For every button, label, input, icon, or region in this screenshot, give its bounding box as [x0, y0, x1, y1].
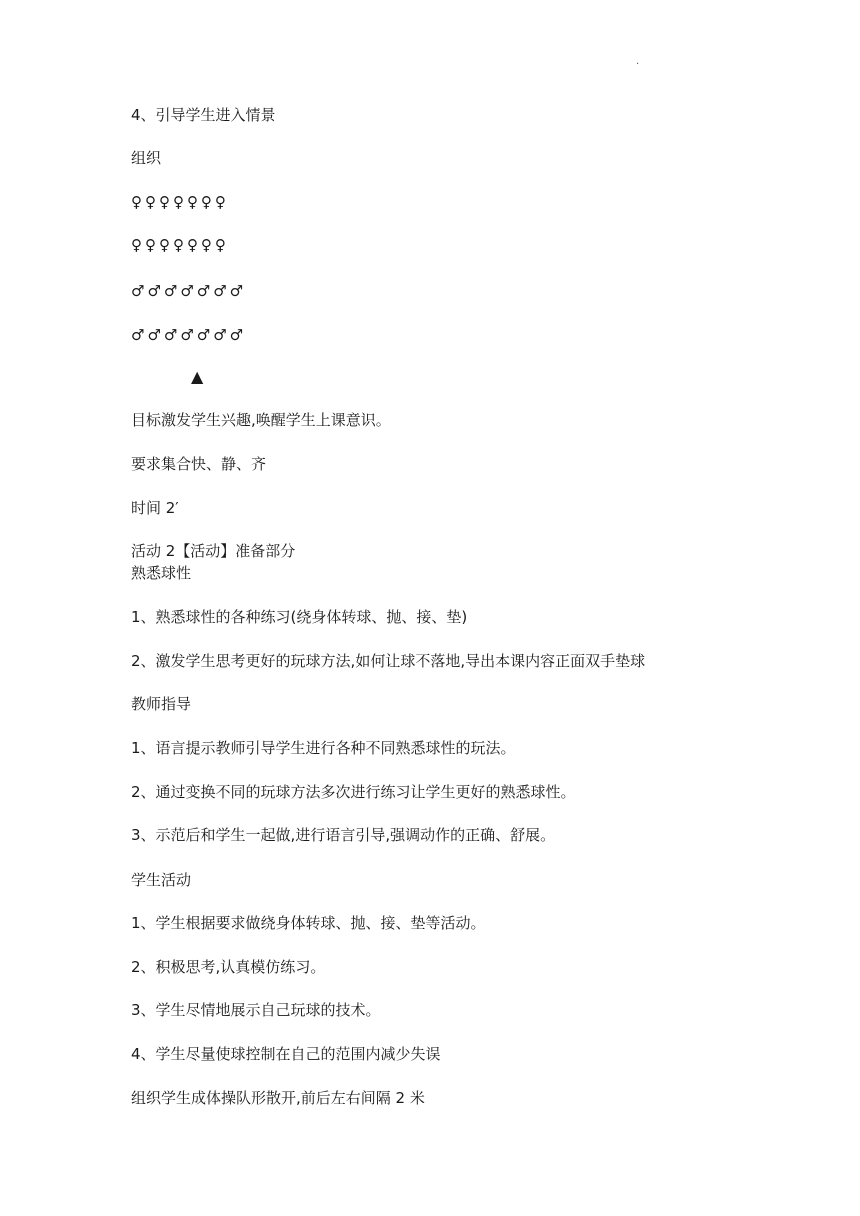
- header-mark: .: [636, 56, 640, 67]
- activity-2-heading: 活动 2【活动】准备部分: [131, 542, 296, 560]
- teacher-marker: ▲: [191, 367, 204, 386]
- goal-text: 目标激发学生兴趣,唤醒学生上课意识。: [131, 411, 391, 429]
- student-item-4: 4、学生尽量使球控制在自己的范围内减少失误: [131, 1045, 441, 1063]
- male-row-1: ♂♂♂♂♂♂♂: [131, 282, 247, 300]
- female-row-1: ♀♀♀♀♀♀♀: [131, 193, 229, 211]
- content-item-1: 1、熟悉球性的各种练习(绕身体转球、抛、接、垫): [131, 608, 468, 626]
- female-row-2: ♀♀♀♀♀♀♀: [131, 236, 229, 254]
- student-item-3: 3、学生尽情地展示自己玩球的技术。: [131, 1001, 381, 1019]
- teacher-guidance-heading: 教师指导: [131, 695, 192, 713]
- organization-label: 组织: [131, 149, 162, 167]
- teacher-item-1: 1、语言提示教师引导学生进行各种不同熟悉球性的玩法。: [131, 739, 516, 757]
- time-text: 时间 2′: [131, 499, 179, 517]
- teacher-item-2: 2、通过变换不同的玩球方法多次进行练习让学生更好的熟悉球性。: [131, 783, 576, 801]
- content-item-2: 2、激发学生思考更好的玩球方法,如何让球不落地,导出本课内容正面双手垫球: [131, 652, 646, 670]
- requirement-text: 要求集合快、静、齐: [131, 455, 267, 473]
- student-activity-heading: 学生活动: [131, 871, 192, 889]
- student-item-1: 1、学生根据要求做绕身体转球、抛、接、垫等活动。: [131, 914, 486, 932]
- male-row-2: ♂♂♂♂♂♂♂: [131, 326, 247, 344]
- ball-familiarity-heading: 熟悉球性: [131, 564, 192, 582]
- organization-note: 组织学生成体操队形散开,前后左右间隔 2 米: [131, 1089, 425, 1107]
- step-4-heading: 4、引导学生进入情景: [131, 106, 276, 124]
- teacher-item-3: 3、示范后和学生一起做,进行语言引导,强调动作的正确、舒展。: [131, 826, 556, 844]
- student-item-2: 2、积极思考,认真模仿练习。: [131, 958, 326, 976]
